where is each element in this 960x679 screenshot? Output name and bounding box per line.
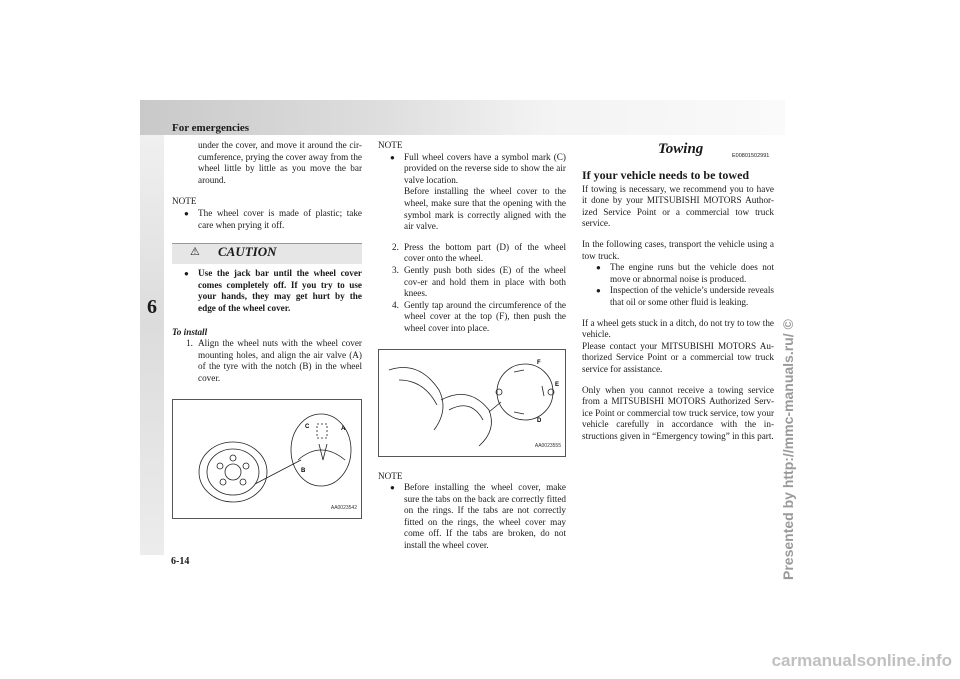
towing-paragraph-3b: Please contact your MITSUBISHI MOTORS Au-thorized Service Point or a commercial tow truck service for assistance.: [582, 340, 774, 374]
note-label: NOTE: [172, 196, 197, 207]
caution-header: [172, 243, 362, 264]
note-bullet: ● Before installing the wheel cover, make sure the tabs on the back are correctly fitted on the rings. If the tabs are not correctly fitted on the rings, the wheel cover may come off. If the tabs are broken, do not install the wheel cover.: [390, 482, 566, 551]
step-1: 1. Align the wheel nuts with the wheel cover mounting holes, and align the air valve (A) of the tyre with the notch (B) in the wheel cover.: [186, 338, 362, 383]
towing-paragraph-3: If a wheel gets stuck in a ditch, do not try to tow the vehicle.: [582, 317, 774, 340]
bullet-icon: ●: [390, 152, 395, 162]
chapter-tab: [140, 135, 164, 555]
bullet-icon: ●: [596, 286, 601, 296]
install-heading: To install: [172, 326, 208, 337]
towed-heading: If your vehicle needs to be towed: [582, 168, 750, 182]
bullet-icon: ●: [596, 263, 601, 273]
install-figure: [378, 349, 566, 457]
caution-title: CAUTION: [218, 244, 277, 260]
page-number: 6-14: [171, 556, 190, 567]
towing-bullet: ● The engine runs but the vehicle does not move or abnormal noise is produced.: [596, 262, 774, 284]
step-3: 3. Gently push both sides (E) of the wheel cov-er and hold them in place with both knees.: [392, 264, 566, 299]
figure-code: AA0023542: [330, 504, 357, 511]
column-1: [172, 140, 362, 519]
step-2: 2. Press the bottom part (D) of the wheel cover onto the wheel.: [392, 241, 566, 264]
removal-continued-text: under the cover, and move it around the cir-cumference, prying the cover away from the wheel little by little as you move the bar around.: [198, 140, 362, 185]
wheel-cover-figure: [172, 399, 362, 519]
note-label: NOTE: [378, 470, 403, 481]
column-3: [582, 140, 774, 442]
towing-bullet: ● Inspection of the vehicle’s underside reveals that oil or some other fluid is leaking.: [596, 285, 774, 307]
bullet-icon: ●: [184, 208, 189, 218]
bullet-icon: ●: [184, 269, 189, 279]
towing-paragraph-1: If towing is necessary, we recommend you to have it done by your MITSUBISHI MOTORS Author-ized Service Point or a commercial tow truck service.: [582, 183, 774, 229]
caution-bullet: ● Use the jack bar until the wheel cover comes completely off. If you try to use your hands, they may get hurt by the edge of the wheel cover.: [184, 268, 362, 313]
note-bullet: ● The wheel cover is made of plastic; take care when prying it off.: [184, 207, 362, 230]
label-a: A: [341, 425, 346, 432]
side-watermark: Presented by http://mmc-manuals.ru/ ©: [780, 319, 796, 580]
label-e: E: [555, 381, 560, 388]
warning-triangle-icon: ⚠: [190, 246, 200, 259]
label-b: B: [301, 467, 306, 474]
towing-paragraph-4: Only when you cannot receive a towing service from a MITSUBISHI MOTORS Authorized Serv-ice Point or commercial tow truck service, tow your vehicle carefully in accordance with the in-structions given in “Emergency towing” in this part.: [582, 384, 774, 441]
header-band-fade: [545, 100, 785, 135]
towing-code: E00801502991: [732, 153, 770, 159]
install-illustration: [379, 350, 565, 456]
chapter-number: 6: [147, 296, 157, 318]
towing-paragraph-2: In the following cases, transport the vehicle using a tow truck.: [582, 238, 774, 261]
section-title: For emergencies: [172, 122, 250, 134]
label-c: C: [305, 423, 310, 430]
towing-title: Towing: [658, 141, 704, 157]
column-2: [378, 140, 566, 552]
note-bullet: ● Full wheel covers have a symbol mark (C) provided on the reverse side to show the air valve location. Before installing the wheel cover to the wheel, make sure that the opening with the symbol mark is correctly aligned with the air valve.: [390, 151, 566, 232]
bottom-watermark: carmanualsonline.info: [771, 651, 952, 670]
wheel-cover-illustration: [173, 400, 361, 518]
label-d: D: [537, 417, 542, 424]
bullet-icon: ●: [390, 483, 395, 493]
note-label: NOTE: [378, 140, 403, 150]
figure-code: AA0023555: [534, 442, 561, 449]
label-f: F: [537, 359, 541, 366]
step-4: 4. Gently tap around the circumference of the wheel cover at the top (F), then push the wheel cover into place.: [392, 299, 566, 333]
